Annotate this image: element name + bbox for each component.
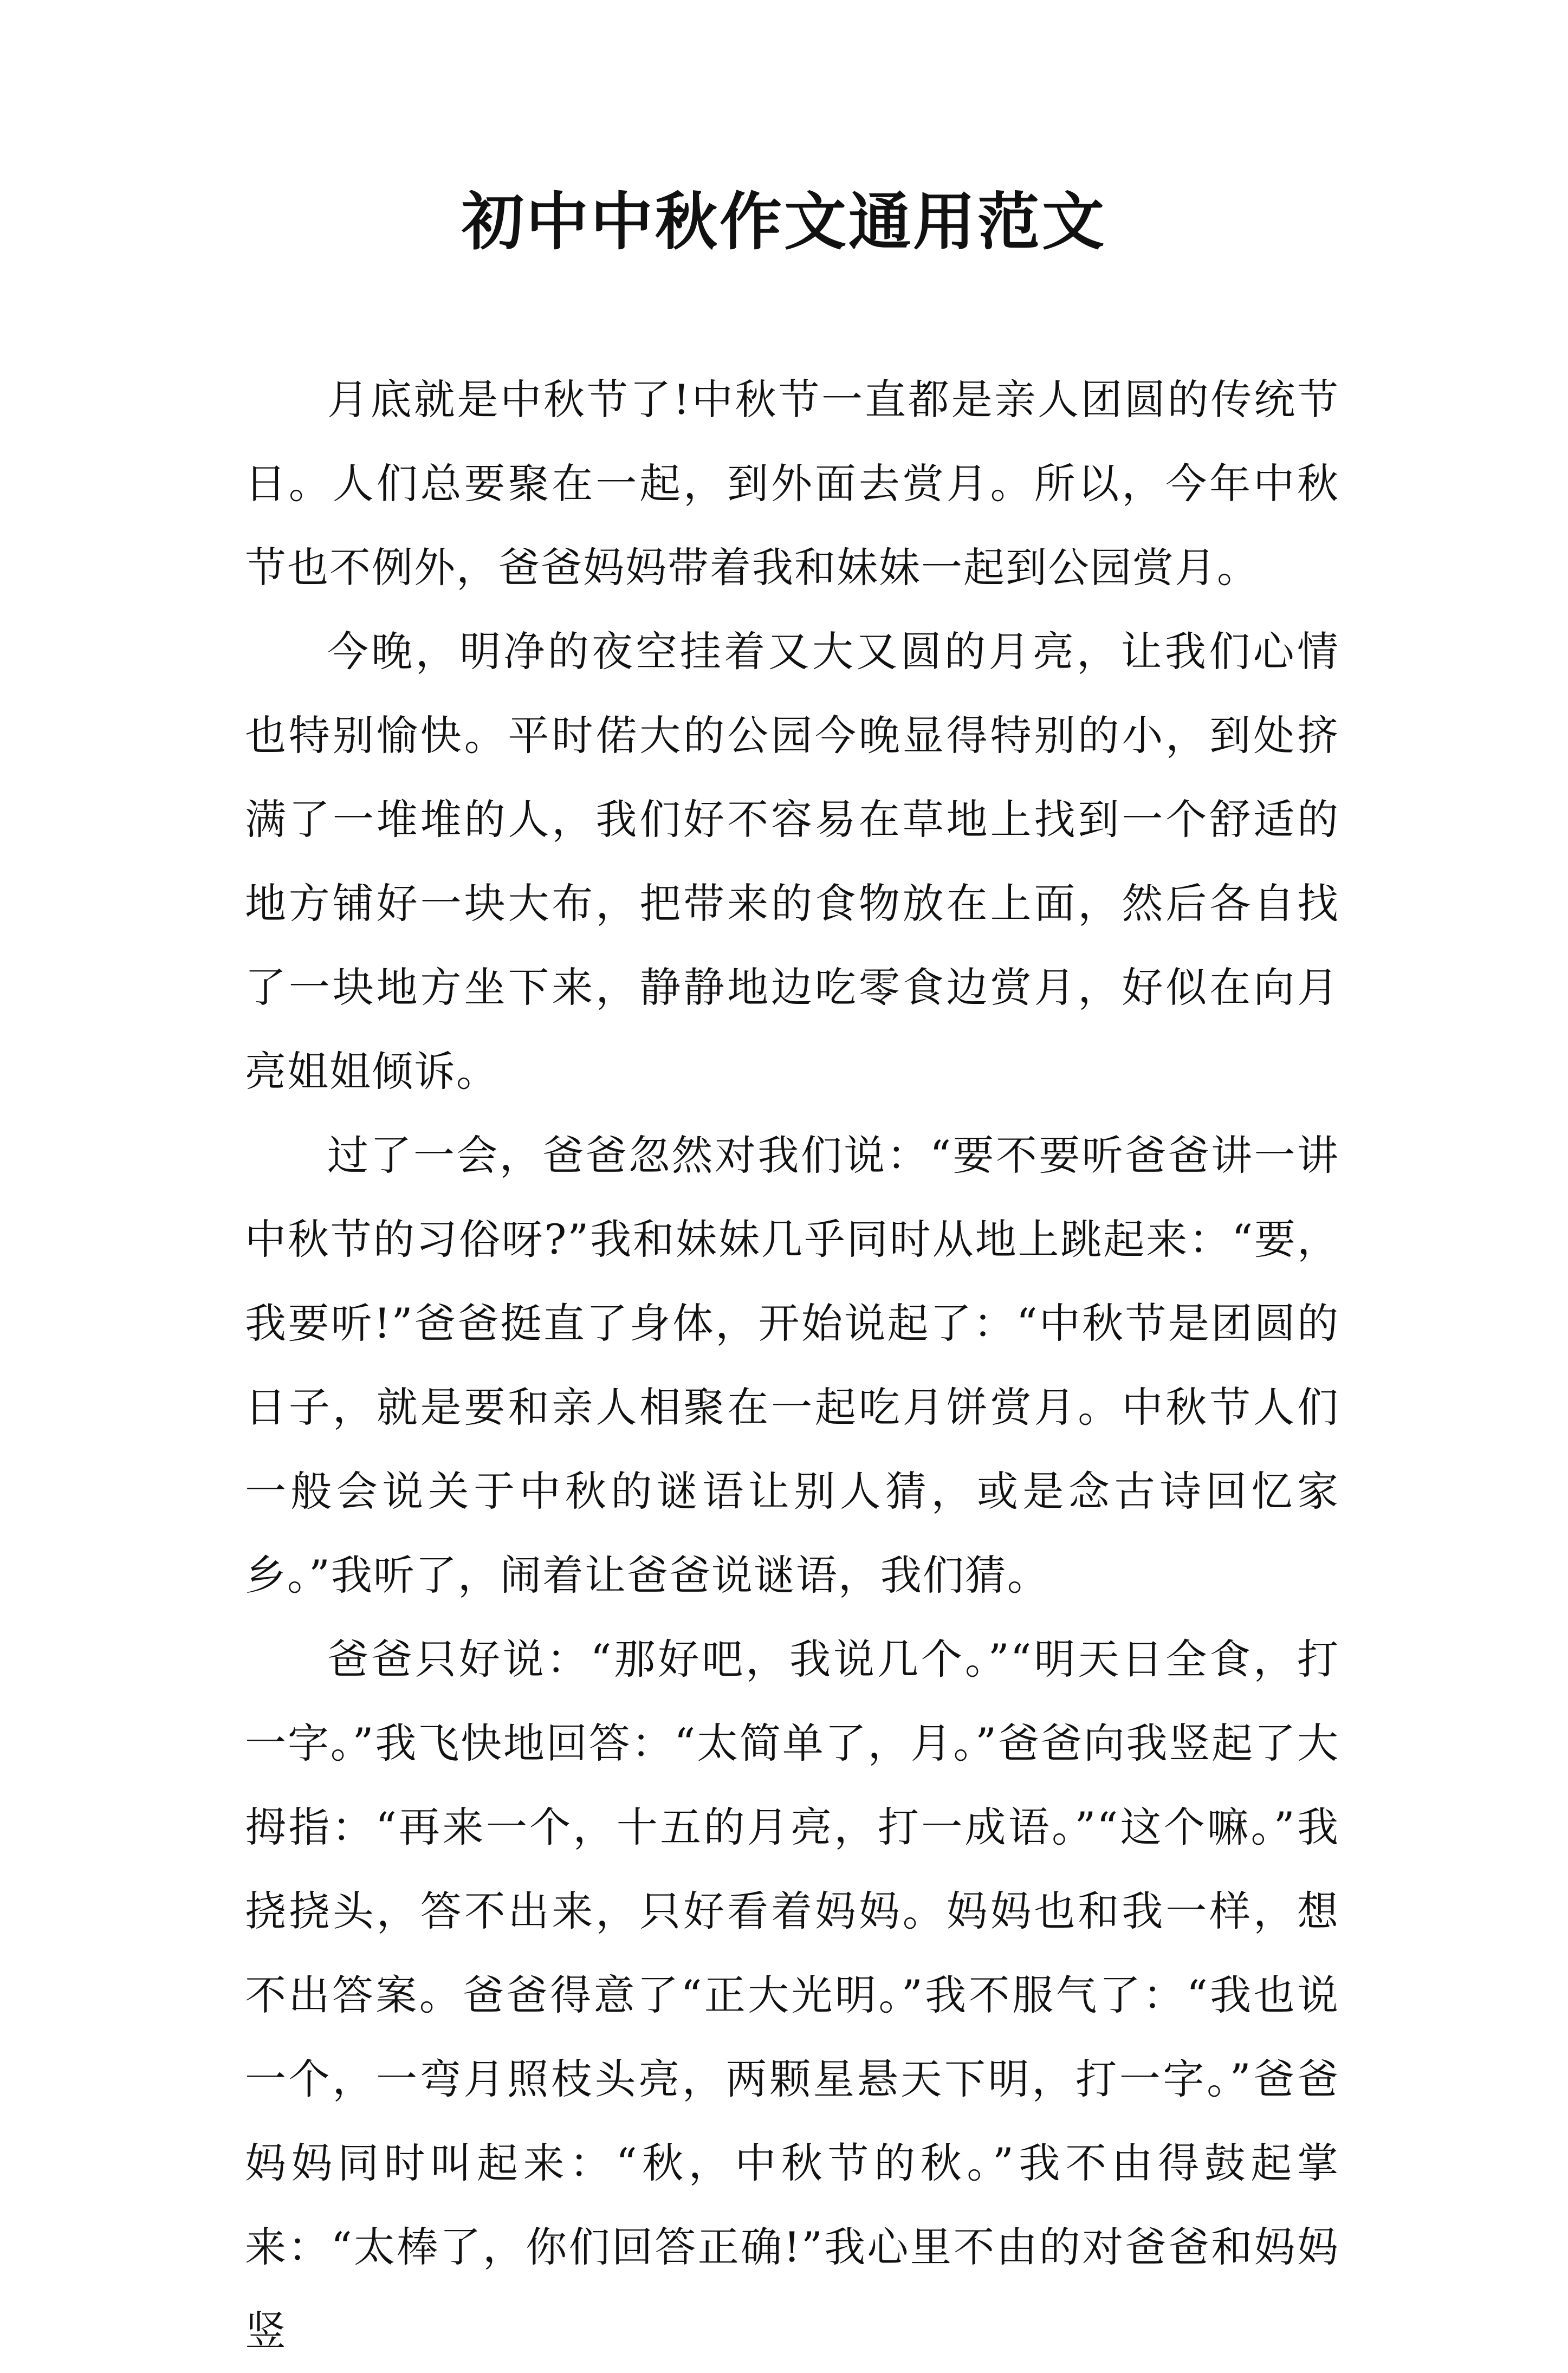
document-body — [245, 358, 1339, 2373]
document-title: 初中中秋作文通用范文 — [461, 185, 1106, 258]
paragraph: 月底就是中秋节了!中秋节一直都是亲人团圆的传统节日。人们总要聚在一起，到外面去赏月。所以，今年中秋节也不例外，爸爸妈妈带着我和妹妹一起到公园赏月。 — [245, 375, 1339, 592]
paragraph: 今晚，明净的夜空挂着又大又圆的月亮，让我们心情也特别愉快。平时偌大的公园今晚显得特别的小，到处挤满了一堆堆的人，我们好不容易在草地上找到一个舒适的地方铺好一块大布，把带来的食物放在上面，然后各自找了一块地方坐下来，静静地边吃零食边赏月，好似在向月亮姐姐倾诉。 — [245, 627, 1339, 1095]
paragraph: 爸爸只好说：“那好吧，我说几个。”“明天日全食，打一字。”我飞快地回答：“太简单了，月。”爸爸向我竖起了大拇指：“再来一个，十五的月亮，打一成语。”“这个嘛。”我挠挠头，答不出来，只好看着妈妈。妈妈也和我一样，想不出答案。爸爸得意了“正大光明。”我不服气了：“我也说一个，一弯月照枝头亮，两颗星悬天下明，打一字。”爸爸妈妈同时叫起来：“秋，中秋节的秋。”我不由得鼓起掌来：“太棒了，你们回答正确!”我心里不由的对爸爸和妈妈竖 — [245, 1635, 1339, 2355]
paragraph: 过了一会，爸爸忽然对我们说：“要不要听爸爸讲一讲中秋节的习俗呀?”我和妹妹几乎同时从地上跳起来：“要，我要听!”爸爸挺直了身体，开始说起了：“中秋节是团圆的日子，就是要和亲人相聚在一起吃月饼赏月。中秋节人们一般会说关于中秋的谜语让别人猜，或是念古诗回忆家乡。”我听了，闹着让爸爸说谜语，我们猜。 — [245, 1131, 1339, 1599]
